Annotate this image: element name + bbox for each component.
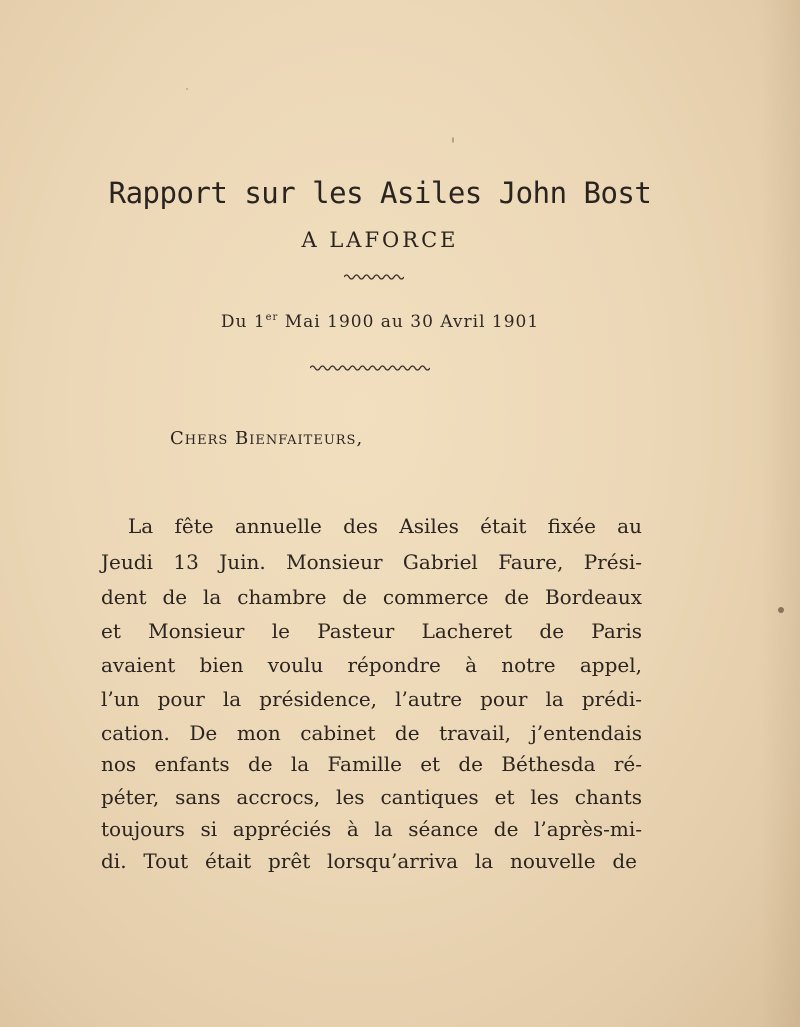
- paper-speck: [186, 88, 188, 90]
- page-edge-shadow: [760, 0, 800, 1027]
- paper-speck: [778, 607, 784, 613]
- body-line: di. Tout était prêt lorsqu’arriva la nouvelle de: [101, 849, 637, 873]
- salutation: Chers Bienfaiteurs,: [170, 428, 364, 449]
- body-line: dent de la chambre de commerce de Bordeaux: [101, 585, 642, 609]
- period-day-suffix: er: [265, 312, 279, 323]
- body-line: toujours si appréciés à la séance de l’après-mi-: [101, 817, 642, 841]
- body-line: et Monsieur le Pasteur Lacheret de Paris: [101, 619, 642, 643]
- body-line: La fête annuelle des Asiles était fixée au: [128, 514, 642, 538]
- body-line: l’un pour la présidence, l’autre pour la prédi-: [101, 687, 642, 711]
- body-line: péter, sans accrocs, les cantiques et les chants: [101, 785, 642, 809]
- body-line: avaient bien voulu répondre à notre appel,: [101, 653, 642, 677]
- report-period: [0, 312, 760, 332]
- report-title: Rapport sur les Asiles John Bost: [108, 176, 652, 210]
- paper-speck: [452, 137, 454, 143]
- body-line: Jeudi 13 Juin. Monsieur Gabriel Faure, Prési-: [101, 550, 642, 574]
- period-start-day: 1: [253, 312, 266, 332]
- ornament-divider-short: [344, 273, 404, 281]
- body-line: nos enfants de la Famille et de Béthesda ré-: [101, 752, 642, 776]
- ornament-divider-long: [310, 364, 430, 372]
- period-prefix: Du: [220, 312, 248, 332]
- report-subtitle: A LAFORCE: [301, 228, 459, 252]
- body-line: cation. De mon cabinet de travail, j’entendais: [101, 721, 642, 745]
- period-rest: Mai 1900 au 30 Avril 1901: [284, 312, 540, 332]
